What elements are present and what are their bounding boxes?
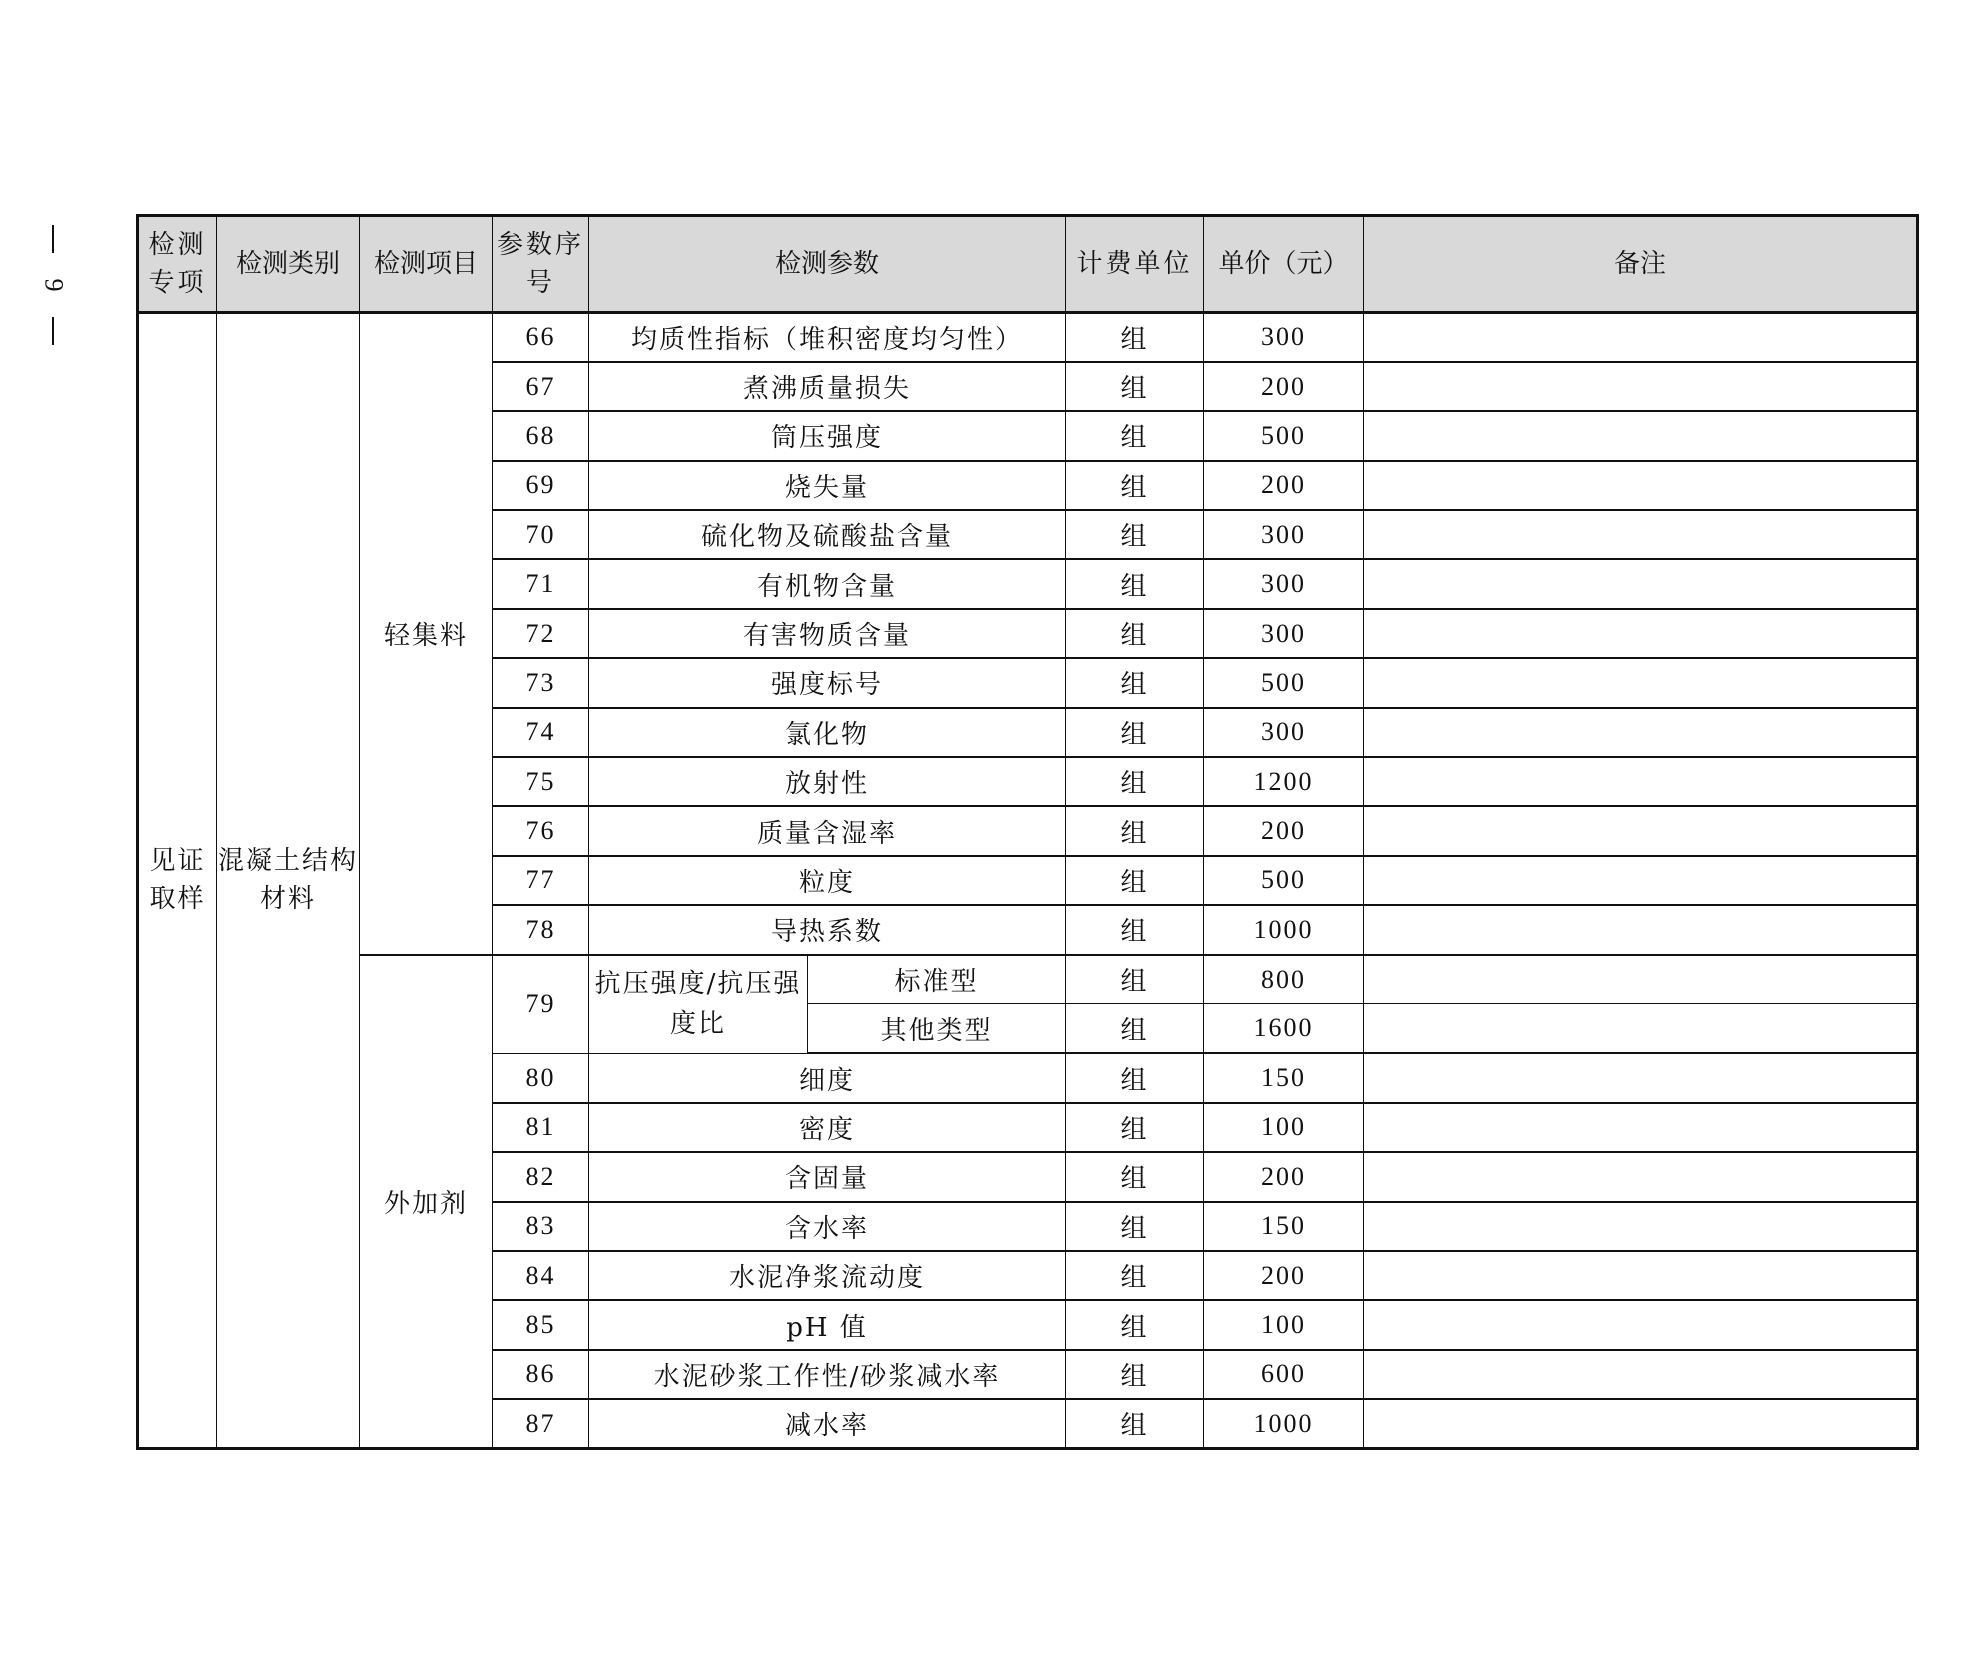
param-no-cell: 81 [493,1103,589,1152]
unit-cell: 组 [1066,1053,1204,1102]
unit-cell: 组 [1066,313,1204,362]
remark-cell [1364,955,1918,1004]
header-special-item: 检测专项 [138,216,217,313]
param-cell: 质量含湿率 [589,806,1066,855]
unit-cell: 组 [1066,1350,1204,1399]
price-cell: 300 [1204,609,1364,658]
unit-cell: 组 [1066,1103,1204,1152]
unit-cell: 组 [1066,1004,1204,1053]
header-param-no: 参数序号 [493,216,589,313]
page-number-dash-top [52,225,54,253]
remark-cell [1364,856,1918,905]
price-cell: 150 [1204,1053,1364,1102]
param-cell: 烧失量 [589,461,1066,510]
remark-cell [1364,510,1918,559]
param-cell: 均质性指标（堆积密度均匀性） [589,313,1066,362]
price-cell: 600 [1204,1350,1364,1399]
remark-cell [1364,806,1918,855]
unit-cell: 组 [1066,757,1204,806]
param-no-cell: 83 [493,1202,589,1251]
price-cell: 1600 [1204,1004,1364,1053]
page-number-dash-bottom [52,317,54,345]
remark-cell [1364,1004,1918,1053]
page-number-value: 9 [39,278,68,292]
category-cell: 混凝土结构材料 [217,313,360,1449]
header-unit: 计费单位 [1066,216,1204,313]
remark-cell [1364,905,1918,954]
param-no-cell: 76 [493,806,589,855]
unit-cell: 组 [1066,1152,1204,1201]
remark-cell [1364,757,1918,806]
price-cell: 500 [1204,658,1364,707]
param-cell: 导热系数 [589,905,1066,954]
remark-cell [1364,1152,1918,1201]
param-cell: 减水率 [589,1399,1066,1448]
unit-cell: 组 [1066,461,1204,510]
remark-cell [1364,1053,1918,1102]
remark-cell [1364,1300,1918,1349]
unit-cell: 组 [1066,1399,1204,1448]
remark-cell [1364,559,1918,608]
remark-cell [1364,708,1918,757]
param-no-cell: 69 [493,461,589,510]
unit-cell: 组 [1066,609,1204,658]
remark-cell [1364,313,1918,362]
param-no-cell: 67 [493,362,589,411]
header-parameter: 检测参数 [589,216,1066,313]
param-no-cell: 74 [493,708,589,757]
param-cell: 硫化物及硫酸盐含量 [589,510,1066,559]
price-cell: 800 [1204,955,1364,1004]
param-sub-cell: 其他类型 [808,1004,1066,1053]
remark-cell [1364,1399,1918,1448]
param-no-cell: 87 [493,1399,589,1448]
remark-cell [1364,362,1918,411]
remark-cell [1364,1251,1918,1300]
unit-cell: 组 [1066,559,1204,608]
item-group-cell: 轻集料 [360,313,493,955]
unit-cell: 组 [1066,905,1204,954]
price-cell: 200 [1204,461,1364,510]
price-cell: 200 [1204,1152,1364,1201]
header-row [138,216,1918,313]
table-body [138,313,1918,1449]
remark-cell [1364,1202,1918,1251]
remark-cell [1364,658,1918,707]
header-remark: 备注 [1364,216,1918,313]
unit-cell: 组 [1066,708,1204,757]
header-item: 检测项目 [360,216,493,313]
param-no-cell: 84 [493,1251,589,1300]
price-cell: 300 [1204,559,1364,608]
param-cell: 粒度 [589,856,1066,905]
unit-cell: 组 [1066,1202,1204,1251]
remark-cell [1364,1350,1918,1399]
price-cell: 500 [1204,856,1364,905]
param-cell: 煮沸质量损失 [589,362,1066,411]
param-cell: 含水率 [589,1202,1066,1251]
param-no-cell: 72 [493,609,589,658]
unit-cell: 组 [1066,955,1204,1004]
price-cell: 100 [1204,1300,1364,1349]
unit-cell: 组 [1066,510,1204,559]
param-no-cell: 79 [493,955,589,1054]
remark-cell [1364,609,1918,658]
price-cell: 1000 [1204,905,1364,954]
price-cell: 150 [1204,1202,1364,1251]
param-cell: 有害物质含量 [589,609,1066,658]
param-cell: 强度标号 [589,658,1066,707]
param-no-cell: 75 [493,757,589,806]
param-sub-cell: 标准型 [808,955,1066,1004]
param-no-cell: 82 [493,1152,589,1201]
item-group-cell: 外加剂 [360,955,493,1449]
price-cell: 300 [1204,313,1364,362]
header-price: 单价（元） [1204,216,1364,313]
param-cell: 水泥砂浆工作性/砂浆减水率 [589,1350,1066,1399]
page-number [36,225,70,345]
price-cell: 300 [1204,708,1364,757]
price-cell: 200 [1204,362,1364,411]
price-cell: 200 [1204,806,1364,855]
param-no-cell: 78 [493,905,589,954]
price-cell: 1200 [1204,757,1364,806]
unit-cell: 组 [1066,856,1204,905]
param-cell: 密度 [589,1103,1066,1152]
param-no-cell: 85 [493,1300,589,1349]
unit-cell: 组 [1066,362,1204,411]
param-no-cell: 77 [493,856,589,905]
param-cell: 有机物含量 [589,559,1066,608]
param-no-cell: 70 [493,510,589,559]
param-no-cell: 66 [493,313,589,362]
fee-table [136,214,1919,1450]
unit-cell: 组 [1066,1300,1204,1349]
param-cell: 水泥净浆流动度 [589,1251,1066,1300]
param-no-cell: 71 [493,559,589,608]
remark-cell [1364,1103,1918,1152]
param-cell: 含固量 [589,1152,1066,1201]
param-cell: 放射性 [589,757,1066,806]
param-no-cell: 68 [493,411,589,460]
unit-cell: 组 [1066,806,1204,855]
special-item-cell: 见证取样 [138,313,217,1449]
param-no-cell: 86 [493,1350,589,1399]
unit-cell: 组 [1066,658,1204,707]
param-cell: 细度 [589,1053,1066,1102]
unit-cell: 组 [1066,411,1204,460]
remark-cell [1364,411,1918,460]
param-no-cell: 80 [493,1053,589,1102]
unit-cell: 组 [1066,1251,1204,1300]
remark-cell [1364,461,1918,510]
header-category: 检测类别 [217,216,360,313]
table-row [138,313,1918,362]
param-cell: 氯化物 [589,708,1066,757]
param-main-cell: 抗压强度/抗压强度比 [589,955,808,1054]
price-cell: 500 [1204,411,1364,460]
table-row [138,955,1918,1004]
param-cell: pH 值 [589,1300,1066,1349]
price-cell: 100 [1204,1103,1364,1152]
param-no-cell: 73 [493,658,589,707]
price-cell: 1000 [1204,1399,1364,1448]
price-cell: 300 [1204,510,1364,559]
param-cell: 筒压强度 [589,411,1066,460]
price-cell: 200 [1204,1251,1364,1300]
